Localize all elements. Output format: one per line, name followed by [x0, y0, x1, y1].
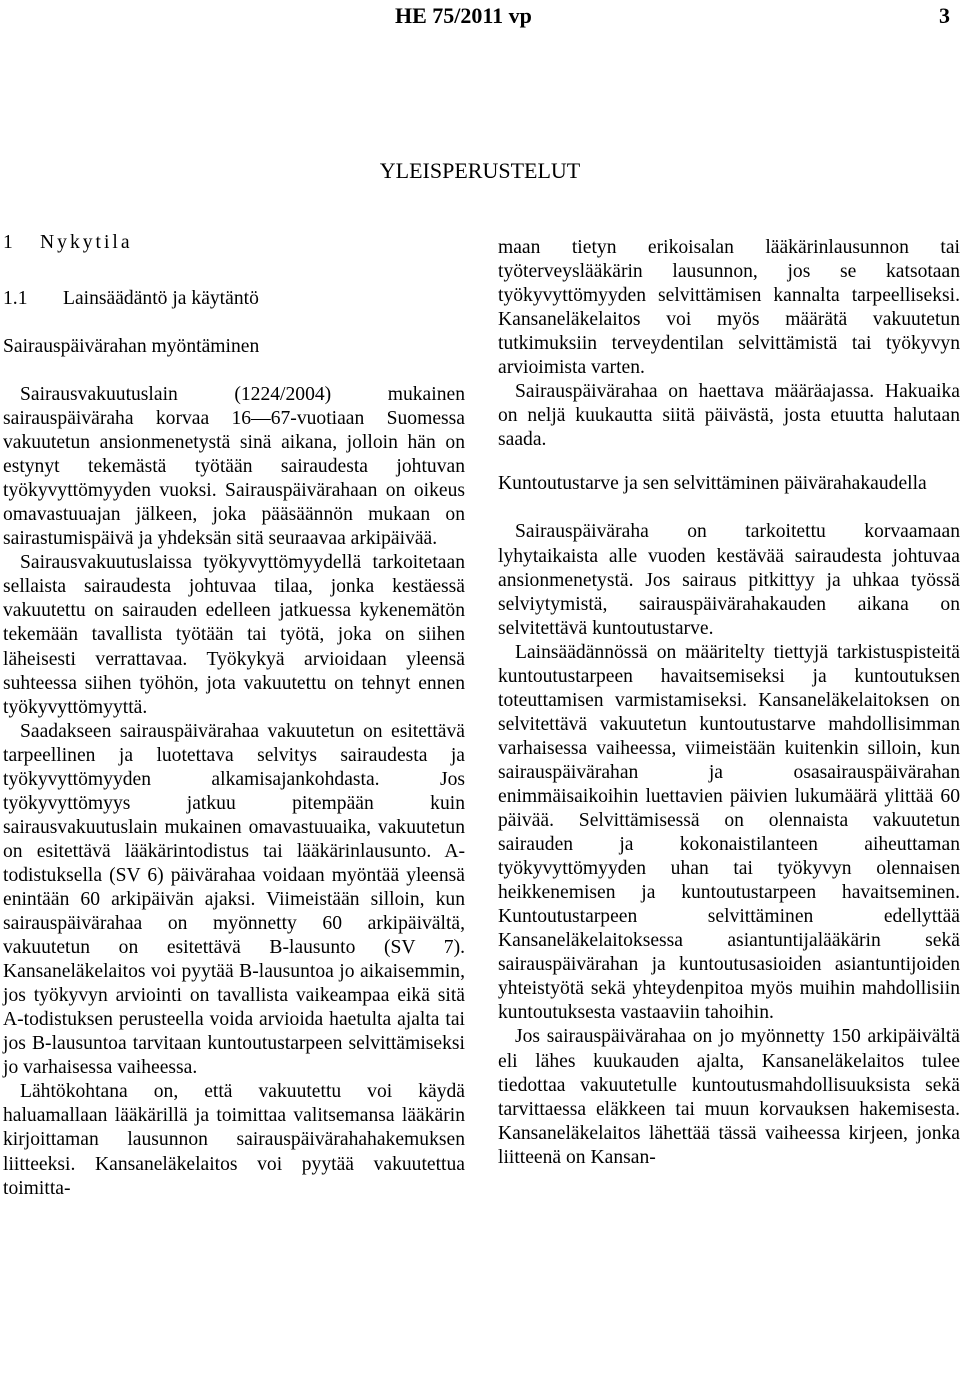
heading-1-number: 1 — [3, 232, 13, 253]
heading-1-1-label: Lainsäädäntö ja käytäntö — [63, 288, 259, 309]
heading-1-1-number: 1.1 — [3, 288, 28, 309]
right-column — [498, 236, 960, 1170]
paragraph: Sairausvakuutuslaissa työkyvyttömyydellä tarkoitetaan sellaista sairaudesta johtuvaa tilaa, jonka kestäessä vakuutettu on sairauden edelleen jatkuessa kykenemätön tekemään tavallista työtään tai työtä, joka on siihen läheisesti verrattavaa. Työkykyä arvioidaan yleensä suhteessa siihen työhön, jota vakuutettu on tehnyt ennen työkyvyttömyyttä. — [3, 552, 465, 718]
page-number: 3 — [939, 3, 950, 28]
subheading-rehabilitation: Kuntoutustarve ja sen selvittäminen päivärahakaudella — [498, 473, 927, 495]
paragraph: Sairauspäivärahaa on haettava määräajassa. Hakuaika on neljä kuukautta siitä päivästä, josta etuutta halutaan saada. — [498, 381, 960, 451]
section-title: YLEISPERUSTELUT — [379, 158, 581, 183]
left-column — [3, 231, 465, 1201]
document-id: HE 75/2011 vp — [395, 3, 532, 28]
paragraph: Lähtökohtana on, että vakuutettu voi käydä haluamallaan lääkärillä ja toimittaa valitsemansa lääkärin kirjoittaman lausunnon sairauspäivärahahakemuksen liitteeksi. Kansaneläkelaitos voi pyytää vakuutettua toimitta- — [3, 1081, 465, 1199]
paragraph: Jos sairauspäivärahaa on jo myönnetty 150 arkipäivältä eli lähes kuukauden ajalta, Kansaneläkelaitos tulee tiedottaa vakuutetulle kuntoutusmahdollisuuksista sekä tarvittaessa eläkkeen tai muun korvauksen hakemisesta. Kansaneläkelaitos lähettää tässä vaiheessa kirjeen, jonka liitteenä on Kansan- — [498, 1026, 960, 1168]
paragraph: Saadakseen sairauspäivärahaa vakuutetun on esitettävä tarpeellinen ja luotettava selvitys sairaudesta ja työkyvyttömyyden alkamisajankohdasta. Jos työkyvyttömyys jatkuu pitempään kuin sairausvakuutuslain mukainen omavastuuaika, vakuutetun on esitettävä lääkärintodistus tai lääkärinlausunto. A-todistuksella (SV 6) päivärahaa voidaan myöntää yleensä enintään 60 arkipäivän ajaksi. Viimeistään silloin, kun sairauspäivärahaa on myönnetty 60 arkipäivältä, vakuutetun on esitettävä B-lausunto (SV 7). Kansaneläkelaitos voi pyytää B-lausuntoa jo aikaisemmin, jos työkyvyn arviointi on tavallista vaikeampaa eikä sitä A-todistuksen perusteella voida arvioida haetulta ajalta tai jos B-lausuntoa tarvitaan kuntoutustarpeen selvittämiseksi jo varhaisessa vaiheessa. — [3, 720, 465, 1079]
paragraph: maan tietyn erikoisalan lääkärinlausunnon tai työterveyslääkärin lausunnon, jos se katsotaan työkyvyttömyyden selvittämisen kannalta tarpeelliseksi. Kansaneläkelaitos voi myös määrätä vakuutetun tutkimuksiin terveydentilan selvittämistä tai työkyvyn arvioimista varten. — [498, 237, 960, 379]
paragraph: Sairauspäiväraha on tarkoitettu korvaamaan lyhytaikaista alle vuoden kestävää sairaudesta johtuvaa ansionmenetystä. Jos sairaus pitkittyy ja uhkaa työssä selviytymistä, sairauspäivärahakauden aikana on selvitettävä kuntoutustarve. — [498, 521, 960, 639]
heading-1-1 — [3, 279, 465, 335]
heading-1-label: Nykytila — [40, 232, 133, 253]
subheading-sickness-allowance: Sairauspäivärahan myöntäminen — [3, 336, 260, 357]
paragraph: Sairausvakuutuslain (1224/2004) mukainen sairauspäiväraha korvaa 16—67-vuotiaan Suomessa vakuutetun ansionmenetystä sinä aikana, jolloin hän on estynyt tekemästä työtään sairaudesta johtuvan työkyvyttömyyden vuoksi. Sairauspäivärahaan on oikeus omavastuuajan jälkeen, joka pääsäännön mukaan on sairastumispäivä ja yhdeksän sitä seuraavaa arkipäivää. — [3, 384, 465, 550]
heading-1 — [3, 231, 465, 279]
paragraph: Lainsäädännössä on määritelty tiettyjä tarkistuspisteitä kuntoutustarpeen havaitsemiseksi ja kuntoutuksen toteuttamisen varmistamiseksi. Kansaneläkelaitoksen on selvitettävä vakuutetun kuntoutustarve mahdollisimman varhaisessa vaiheessa, viimeistään kuitenkin silloin, kun sairauspäivärahan ja osasairauspäivärahan enimmäisaikoihin luettavien päivien lukumäärä ylittää 60 päivää. Selvittämisessä on olennaista vakuutetun sairauden ja kokonaistilanteen aiheuttaman työkyvyttömyyden uhan tai työkyvyn olennaisen heikkenemisen ja kuntoutustarpeen havaitseminen. Kuntoutustarpeen selvittäminen edellyttää Kansaneläkelaitoksessa asiantuntijalääkärin sekä sairauspäivärahan ja kuntoutusasioiden asiantuntijoiden yhteistyötä sekä yhteydenpitoa myös muihin mahdollisiin kuntoutuksesta vastaaviin tahoihin. — [498, 641, 960, 1024]
